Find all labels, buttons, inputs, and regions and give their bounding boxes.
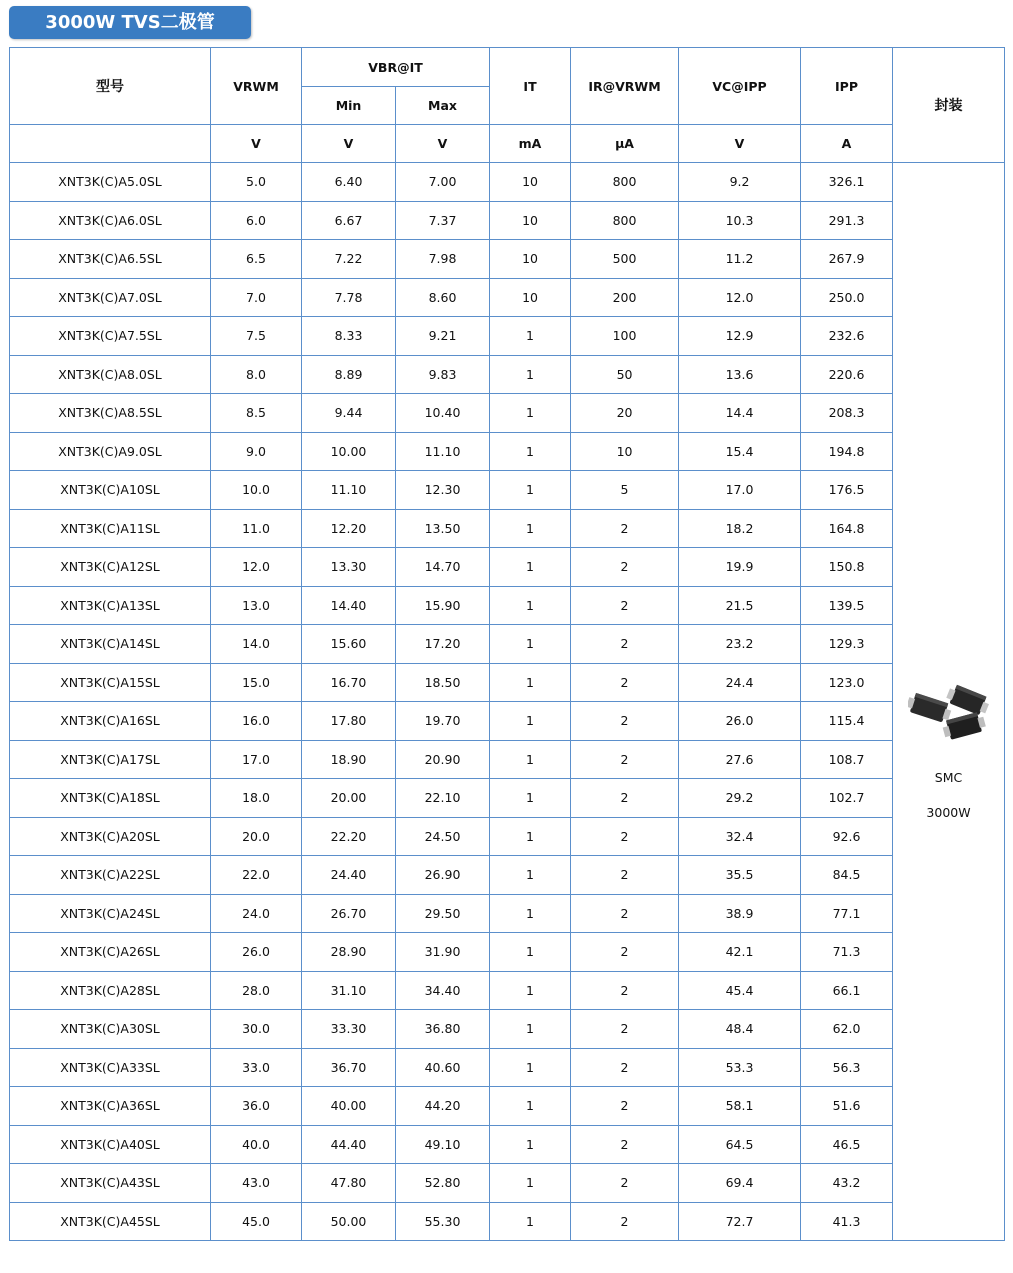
cell-model: XNT3K(C)A5.0SL xyxy=(10,163,211,202)
cell-ipp: 139.5 xyxy=(801,586,893,625)
header-ipp: IPP xyxy=(801,48,893,125)
cell-vc: 53.3 xyxy=(679,1048,801,1087)
cell-ipp: 46.5 xyxy=(801,1125,893,1164)
cell-vc: 14.4 xyxy=(679,394,801,433)
table-row xyxy=(10,394,1005,433)
cell-model: XNT3K(C)A26SL xyxy=(10,933,211,972)
cell-vbr-min: 7.22 xyxy=(302,240,396,279)
cell-vrwm: 33.0 xyxy=(211,1048,302,1087)
cell-vbr-max: 55.30 xyxy=(396,1202,490,1241)
cell-ir: 2 xyxy=(571,894,679,933)
cell-vc: 35.5 xyxy=(679,856,801,895)
cell-vrwm: 36.0 xyxy=(211,1087,302,1126)
cell-vbr-max: 52.80 xyxy=(396,1164,490,1203)
cell-model: XNT3K(C)A36SL xyxy=(10,1087,211,1126)
cell-ir: 20 xyxy=(571,394,679,433)
cell-it: 1 xyxy=(490,1164,571,1203)
cell-vbr-min: 8.33 xyxy=(302,317,396,356)
cell-it: 1 xyxy=(490,317,571,356)
table-row xyxy=(10,625,1005,664)
cell-model: XNT3K(C)A7.0SL xyxy=(10,278,211,317)
cell-ipp: 102.7 xyxy=(801,779,893,818)
cell-vrwm: 10.0 xyxy=(211,471,302,510)
cell-ir: 2 xyxy=(571,1048,679,1087)
cell-vbr-min: 24.40 xyxy=(302,856,396,895)
cell-it: 1 xyxy=(490,586,571,625)
cell-ipp: 232.6 xyxy=(801,317,893,356)
unit-vrwm: V xyxy=(211,125,302,163)
cell-vbr-max: 29.50 xyxy=(396,894,490,933)
cell-vbr-min: 22.20 xyxy=(302,817,396,856)
cell-ipp: 129.3 xyxy=(801,625,893,664)
unit-min: V xyxy=(302,125,396,163)
cell-ipp: 43.2 xyxy=(801,1164,893,1203)
unit-max: V xyxy=(396,125,490,163)
table-row xyxy=(10,548,1005,587)
cell-vrwm: 14.0 xyxy=(211,625,302,664)
cell-ipp: 92.6 xyxy=(801,817,893,856)
cell-model: XNT3K(C)A15SL xyxy=(10,663,211,702)
cell-vbr-min: 13.30 xyxy=(302,548,396,587)
cell-vbr-max: 9.83 xyxy=(396,355,490,394)
table-row xyxy=(10,1202,1005,1241)
cell-model: XNT3K(C)A33SL xyxy=(10,1048,211,1087)
cell-vbr-max: 20.90 xyxy=(396,740,490,779)
header-package: 封装 xyxy=(893,48,1005,163)
cell-it: 1 xyxy=(490,548,571,587)
cell-ir: 2 xyxy=(571,933,679,972)
cell-vc: 29.2 xyxy=(679,779,801,818)
cell-ir: 2 xyxy=(571,817,679,856)
cell-vbr-min: 15.60 xyxy=(302,625,396,664)
cell-model: XNT3K(C)A20SL xyxy=(10,817,211,856)
table-row xyxy=(10,1010,1005,1049)
cell-ipp: 326.1 xyxy=(801,163,893,202)
cell-it: 10 xyxy=(490,201,571,240)
cell-ipp: 176.5 xyxy=(801,471,893,510)
cell-vc: 15.4 xyxy=(679,432,801,471)
cell-vc: 18.2 xyxy=(679,509,801,548)
cell-it: 1 xyxy=(490,1087,571,1126)
cell-it: 1 xyxy=(490,509,571,548)
cell-ir: 800 xyxy=(571,163,679,202)
cell-vbr-max: 24.50 xyxy=(396,817,490,856)
cell-ir: 2 xyxy=(571,1125,679,1164)
cell-vc: 21.5 xyxy=(679,586,801,625)
cell-vbr-max: 19.70 xyxy=(396,702,490,741)
header-max: Max xyxy=(396,87,490,125)
cell-vbr-max: 7.98 xyxy=(396,240,490,279)
cell-ipp: 66.1 xyxy=(801,971,893,1010)
table-row xyxy=(10,201,1005,240)
cell-it: 1 xyxy=(490,394,571,433)
cell-vc: 45.4 xyxy=(679,971,801,1010)
table-row xyxy=(10,1087,1005,1126)
unit-ir: μA xyxy=(571,125,679,163)
cell-ir: 2 xyxy=(571,509,679,548)
cell-vc: 23.2 xyxy=(679,625,801,664)
cell-vc: 24.4 xyxy=(679,663,801,702)
cell-vbr-max: 17.20 xyxy=(396,625,490,664)
cell-vrwm: 45.0 xyxy=(211,1202,302,1241)
cell-vbr-min: 16.70 xyxy=(302,663,396,702)
cell-it: 1 xyxy=(490,625,571,664)
cell-vbr-min: 18.90 xyxy=(302,740,396,779)
cell-it: 1 xyxy=(490,1202,571,1241)
cell-model: XNT3K(C)A30SL xyxy=(10,1010,211,1049)
cell-model: XNT3K(C)A40SL xyxy=(10,1125,211,1164)
cell-vrwm: 5.0 xyxy=(211,163,302,202)
header-vrwm: VRWM xyxy=(211,48,302,125)
cell-vrwm: 24.0 xyxy=(211,894,302,933)
cell-ir: 2 xyxy=(571,1010,679,1049)
cell-it: 1 xyxy=(490,702,571,741)
cell-it: 1 xyxy=(490,432,571,471)
cell-ipp: 77.1 xyxy=(801,894,893,933)
cell-model: XNT3K(C)A16SL xyxy=(10,702,211,741)
cell-model: XNT3K(C)A10SL xyxy=(10,471,211,510)
cell-vbr-min: 10.00 xyxy=(302,432,396,471)
cell-model: XNT3K(C)A9.0SL xyxy=(10,432,211,471)
cell-vbr-min: 40.00 xyxy=(302,1087,396,1126)
cell-vrwm: 8.0 xyxy=(211,355,302,394)
cell-vrwm: 15.0 xyxy=(211,663,302,702)
cell-it: 1 xyxy=(490,663,571,702)
cell-vbr-min: 9.44 xyxy=(302,394,396,433)
header-model: 型号 xyxy=(10,48,211,125)
cell-vrwm: 9.0 xyxy=(211,432,302,471)
cell-ir: 500 xyxy=(571,240,679,279)
cell-ir: 2 xyxy=(571,1202,679,1241)
cell-ir: 200 xyxy=(571,278,679,317)
cell-vbr-max: 10.40 xyxy=(396,394,490,433)
cell-vrwm: 17.0 xyxy=(211,740,302,779)
cell-it: 1 xyxy=(490,740,571,779)
cell-vrwm: 20.0 xyxy=(211,817,302,856)
table-body xyxy=(10,163,1005,1241)
cell-ir: 2 xyxy=(571,663,679,702)
cell-ir: 2 xyxy=(571,702,679,741)
cell-model: XNT3K(C)A22SL xyxy=(10,856,211,895)
cell-vbr-min: 6.40 xyxy=(302,163,396,202)
cell-vrwm: 6.0 xyxy=(211,201,302,240)
cell-vbr-min: 7.78 xyxy=(302,278,396,317)
table-row xyxy=(10,355,1005,394)
cell-model: XNT3K(C)A18SL xyxy=(10,779,211,818)
header-vc: VC@IPP xyxy=(679,48,801,125)
cell-vbr-max: 31.90 xyxy=(396,933,490,972)
cell-vrwm: 6.5 xyxy=(211,240,302,279)
cell-vbr-max: 49.10 xyxy=(396,1125,490,1164)
header-min: Min xyxy=(302,87,396,125)
cell-model: XNT3K(C)A8.5SL xyxy=(10,394,211,433)
cell-it: 10 xyxy=(490,163,571,202)
cell-vrwm: 7.5 xyxy=(211,317,302,356)
cell-vbr-min: 28.90 xyxy=(302,933,396,972)
cell-model: XNT3K(C)A24SL xyxy=(10,894,211,933)
cell-ir: 2 xyxy=(571,586,679,625)
table-row xyxy=(10,317,1005,356)
cell-vrwm: 43.0 xyxy=(211,1164,302,1203)
cell-it: 1 xyxy=(490,894,571,933)
table-row xyxy=(10,1164,1005,1203)
table-row xyxy=(10,1048,1005,1087)
cell-vrwm: 11.0 xyxy=(211,509,302,548)
cell-ipp: 62.0 xyxy=(801,1010,893,1049)
cell-vrwm: 30.0 xyxy=(211,1010,302,1049)
cell-vc: 72.7 xyxy=(679,1202,801,1241)
cell-vbr-min: 14.40 xyxy=(302,586,396,625)
package-name: SMC xyxy=(934,769,963,785)
cell-vc: 12.0 xyxy=(679,278,801,317)
cell-vrwm: 28.0 xyxy=(211,971,302,1010)
cell-vc: 58.1 xyxy=(679,1087,801,1126)
cell-vrwm: 16.0 xyxy=(211,702,302,741)
cell-vbr-min: 26.70 xyxy=(302,894,396,933)
cell-it: 1 xyxy=(490,779,571,818)
cell-ipp: 123.0 xyxy=(801,663,893,702)
cell-ir: 2 xyxy=(571,1164,679,1203)
package-power: 3000W xyxy=(926,804,971,820)
cell-it: 1 xyxy=(490,1048,571,1087)
table-row xyxy=(10,278,1005,317)
table-row xyxy=(10,586,1005,625)
cell-model: XNT3K(C)A12SL xyxy=(10,548,211,587)
cell-vbr-min: 50.00 xyxy=(302,1202,396,1241)
cell-model: XNT3K(C)A17SL xyxy=(10,740,211,779)
cell-ipp: 51.6 xyxy=(801,1087,893,1126)
cell-ipp: 150.8 xyxy=(801,548,893,587)
unit-ipp: A xyxy=(801,125,893,163)
page-title: 3000W TVS二极管 xyxy=(9,6,251,39)
table-row xyxy=(10,856,1005,895)
cell-vrwm: 7.0 xyxy=(211,278,302,317)
table-row xyxy=(10,817,1005,856)
cell-it: 1 xyxy=(490,1010,571,1049)
cell-ir: 2 xyxy=(571,740,679,779)
cell-ipp: 41.3 xyxy=(801,1202,893,1241)
table-row xyxy=(10,432,1005,471)
cell-vrwm: 12.0 xyxy=(211,548,302,587)
cell-vc: 17.0 xyxy=(679,471,801,510)
cell-it: 10 xyxy=(490,278,571,317)
cell-vbr-max: 18.50 xyxy=(396,663,490,702)
cell-vc: 12.9 xyxy=(679,317,801,356)
cell-vc: 26.0 xyxy=(679,702,801,741)
cell-ir: 800 xyxy=(571,201,679,240)
cell-vc: 42.1 xyxy=(679,933,801,972)
cell-model: XNT3K(C)A45SL xyxy=(10,1202,211,1241)
cell-vbr-min: 31.10 xyxy=(302,971,396,1010)
cell-ir: 2 xyxy=(571,1087,679,1126)
table-row xyxy=(10,240,1005,279)
cell-ipp: 220.6 xyxy=(801,355,893,394)
cell-vbr-max: 14.70 xyxy=(396,548,490,587)
cell-vbr-max: 34.40 xyxy=(396,971,490,1010)
cell-ipp: 291.3 xyxy=(801,201,893,240)
cell-model: XNT3K(C)A11SL xyxy=(10,509,211,548)
header-it: IT xyxy=(490,48,571,125)
smc-package-image xyxy=(908,684,990,742)
cell-vbr-min: 36.70 xyxy=(302,1048,396,1087)
cell-vbr-min: 33.30 xyxy=(302,1010,396,1049)
cell-vc: 19.9 xyxy=(679,548,801,587)
cell-ipp: 250.0 xyxy=(801,278,893,317)
cell-vrwm: 8.5 xyxy=(211,394,302,433)
cell-ipp: 56.3 xyxy=(801,1048,893,1087)
cell-it: 1 xyxy=(490,971,571,1010)
cell-ir: 100 xyxy=(571,317,679,356)
cell-vbr-max: 15.90 xyxy=(396,586,490,625)
package-cell xyxy=(893,163,1005,1241)
cell-vbr-max: 22.10 xyxy=(396,779,490,818)
table-row xyxy=(10,779,1005,818)
cell-vbr-min: 11.10 xyxy=(302,471,396,510)
table-row xyxy=(10,1125,1005,1164)
cell-vbr-max: 36.80 xyxy=(396,1010,490,1049)
spec-table xyxy=(9,47,1005,1241)
cell-vc: 13.6 xyxy=(679,355,801,394)
cell-ipp: 267.9 xyxy=(801,240,893,279)
header-vbr: VBR@IT xyxy=(302,48,490,87)
cell-ipp: 194.8 xyxy=(801,432,893,471)
cell-ir: 50 xyxy=(571,355,679,394)
cell-vbr-max: 9.21 xyxy=(396,317,490,356)
cell-it: 1 xyxy=(490,817,571,856)
cell-vbr-min: 17.80 xyxy=(302,702,396,741)
cell-vbr-min: 44.40 xyxy=(302,1125,396,1164)
cell-ir: 2 xyxy=(571,971,679,1010)
cell-vrwm: 22.0 xyxy=(211,856,302,895)
cell-ir: 2 xyxy=(571,779,679,818)
table-row xyxy=(10,933,1005,972)
cell-ir: 10 xyxy=(571,432,679,471)
cell-vc: 11.2 xyxy=(679,240,801,279)
cell-ipp: 164.8 xyxy=(801,509,893,548)
cell-vbr-max: 40.60 xyxy=(396,1048,490,1087)
cell-it: 1 xyxy=(490,933,571,972)
cell-vc: 9.2 xyxy=(679,163,801,202)
cell-vbr-max: 7.37 xyxy=(396,201,490,240)
cell-vc: 38.9 xyxy=(679,894,801,933)
cell-ir: 2 xyxy=(571,856,679,895)
cell-vbr-min: 47.80 xyxy=(302,1164,396,1203)
cell-ir: 5 xyxy=(571,471,679,510)
cell-vbr-max: 8.60 xyxy=(396,278,490,317)
table-row xyxy=(10,971,1005,1010)
unit-vc: V xyxy=(679,125,801,163)
cell-ipp: 84.5 xyxy=(801,856,893,895)
cell-model: XNT3K(C)A14SL xyxy=(10,625,211,664)
cell-vbr-max: 26.90 xyxy=(396,856,490,895)
cell-vbr-max: 12.30 xyxy=(396,471,490,510)
cell-vc: 48.4 xyxy=(679,1010,801,1049)
cell-it: 1 xyxy=(490,856,571,895)
cell-vrwm: 40.0 xyxy=(211,1125,302,1164)
table-row xyxy=(10,163,1005,202)
cell-ipp: 108.7 xyxy=(801,740,893,779)
cell-vbr-max: 11.10 xyxy=(396,432,490,471)
cell-vc: 32.4 xyxy=(679,817,801,856)
table-row xyxy=(10,894,1005,933)
cell-vrwm: 26.0 xyxy=(211,933,302,972)
unit-it: mA xyxy=(490,125,571,163)
table-row xyxy=(10,471,1005,510)
cell-model: XNT3K(C)A43SL xyxy=(10,1164,211,1203)
cell-vbr-min: 8.89 xyxy=(302,355,396,394)
cell-model: XNT3K(C)A6.5SL xyxy=(10,240,211,279)
cell-ir: 2 xyxy=(571,548,679,587)
cell-ipp: 71.3 xyxy=(801,933,893,972)
cell-vbr-min: 12.20 xyxy=(302,509,396,548)
cell-model: XNT3K(C)A7.5SL xyxy=(10,317,211,356)
unit-model-empty xyxy=(10,125,211,163)
cell-it: 10 xyxy=(490,240,571,279)
cell-vrwm: 18.0 xyxy=(211,779,302,818)
table-row xyxy=(10,702,1005,741)
cell-vbr-max: 44.20 xyxy=(396,1087,490,1126)
cell-ir: 2 xyxy=(571,625,679,664)
cell-vc: 64.5 xyxy=(679,1125,801,1164)
cell-model: XNT3K(C)A13SL xyxy=(10,586,211,625)
table-row xyxy=(10,509,1005,548)
cell-it: 1 xyxy=(490,355,571,394)
cell-vbr-max: 7.00 xyxy=(396,163,490,202)
cell-vbr-max: 13.50 xyxy=(396,509,490,548)
cell-vbr-min: 6.67 xyxy=(302,201,396,240)
cell-it: 1 xyxy=(490,471,571,510)
cell-vc: 10.3 xyxy=(679,201,801,240)
table-row xyxy=(10,663,1005,702)
cell-ipp: 208.3 xyxy=(801,394,893,433)
cell-it: 1 xyxy=(490,1125,571,1164)
cell-vc: 27.6 xyxy=(679,740,801,779)
cell-model: XNT3K(C)A28SL xyxy=(10,971,211,1010)
cell-model: XNT3K(C)A6.0SL xyxy=(10,201,211,240)
cell-ipp: 115.4 xyxy=(801,702,893,741)
cell-vrwm: 13.0 xyxy=(211,586,302,625)
cell-model: XNT3K(C)A8.0SL xyxy=(10,355,211,394)
table-row xyxy=(10,740,1005,779)
cell-vc: 69.4 xyxy=(679,1164,801,1203)
header-ir: IR@VRWM xyxy=(571,48,679,125)
cell-vbr-min: 20.00 xyxy=(302,779,396,818)
